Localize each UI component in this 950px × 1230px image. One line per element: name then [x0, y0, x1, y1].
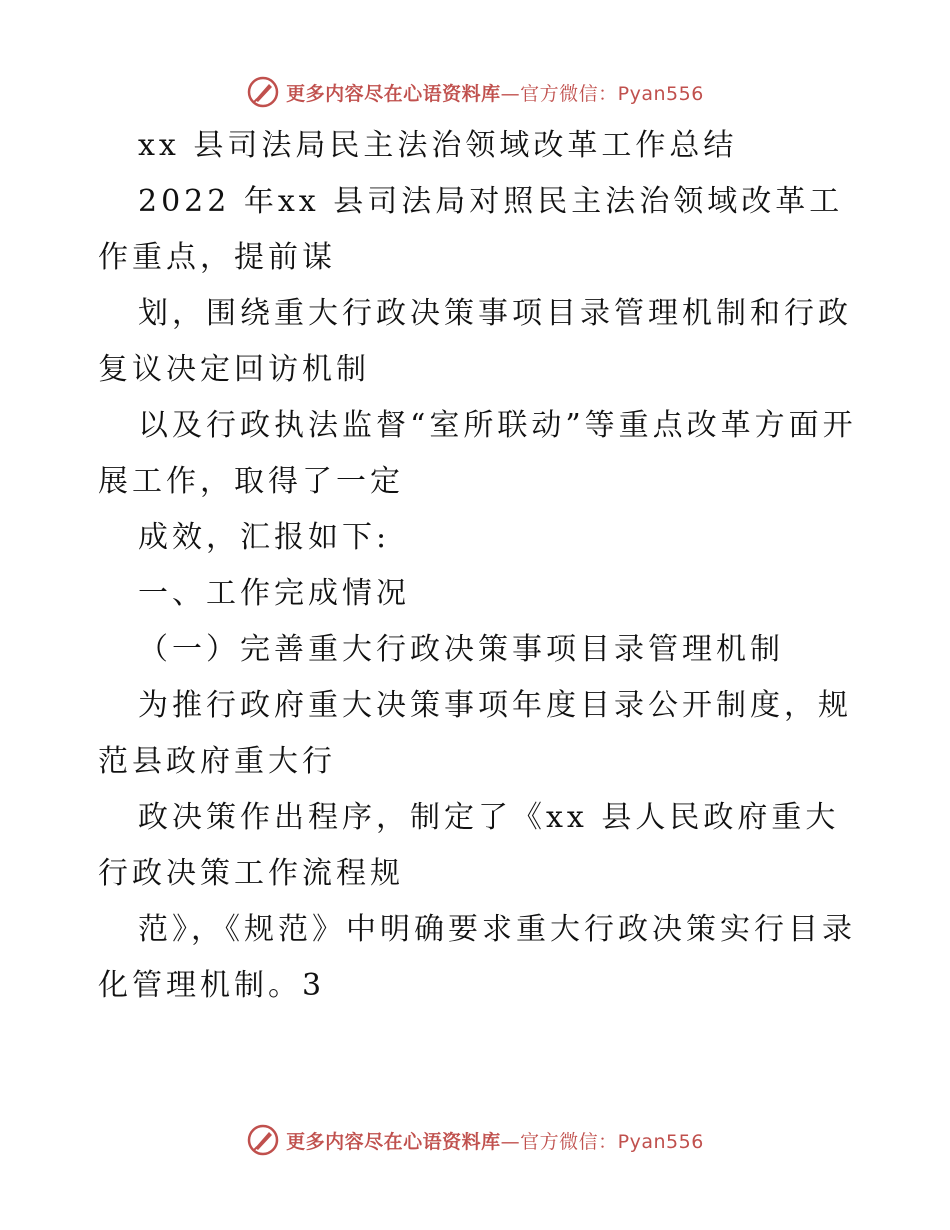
- watermark-brand: 更多内容尽在心语资料库: [286, 1130, 501, 1153]
- subsection-heading: （一）完善重大行政决策事项目录管理机制: [138, 632, 784, 667]
- watermark-text: [286, 79, 704, 106]
- watermark-brand: 更多内容尽在心语资料库: [286, 82, 501, 105]
- section-heading: 一、工作完成情况: [138, 576, 410, 611]
- paragraph: 范》，《规范》中明确要求重大行政决策实行目录化管理机制。3: [98, 912, 856, 1003]
- document-body: [98, 118, 858, 1014]
- paragraph: 为推行政府重大决策事项年度目录公开制度，规范县政府重大行: [98, 688, 852, 779]
- paragraph: 2022 年xx 县司法局对照民主法治领域改革工作重点，提前谋: [98, 184, 844, 275]
- quill-pen-icon: [246, 75, 280, 109]
- watermark-separator: —: [500, 82, 521, 105]
- paragraph: 政决策作出程序，制定了《xx 县人民政府重大行政决策工作流程规: [98, 800, 840, 891]
- footer-watermark: [0, 1120, 950, 1160]
- document-title: xx 县司法局民主法治领域改革工作总结: [138, 128, 738, 163]
- watermark-text: [286, 1127, 704, 1154]
- paragraph: 成效，汇报如下:: [138, 520, 391, 555]
- watermark-contact: 官方微信：Pyan556: [520, 82, 704, 105]
- paragraph: 划，围绕重大行政决策事项目录管理机制和行政复议决定回访机制: [98, 296, 852, 387]
- paragraph: 以及行政执法监督“室所联动”等重点改革方面开展工作，取得了一定: [98, 408, 857, 499]
- watermark-contact: 官方微信：Pyan556: [520, 1130, 704, 1153]
- header-watermark: [0, 72, 950, 112]
- quill-pen-icon: [246, 1123, 280, 1157]
- watermark-separator: —: [500, 1130, 521, 1153]
